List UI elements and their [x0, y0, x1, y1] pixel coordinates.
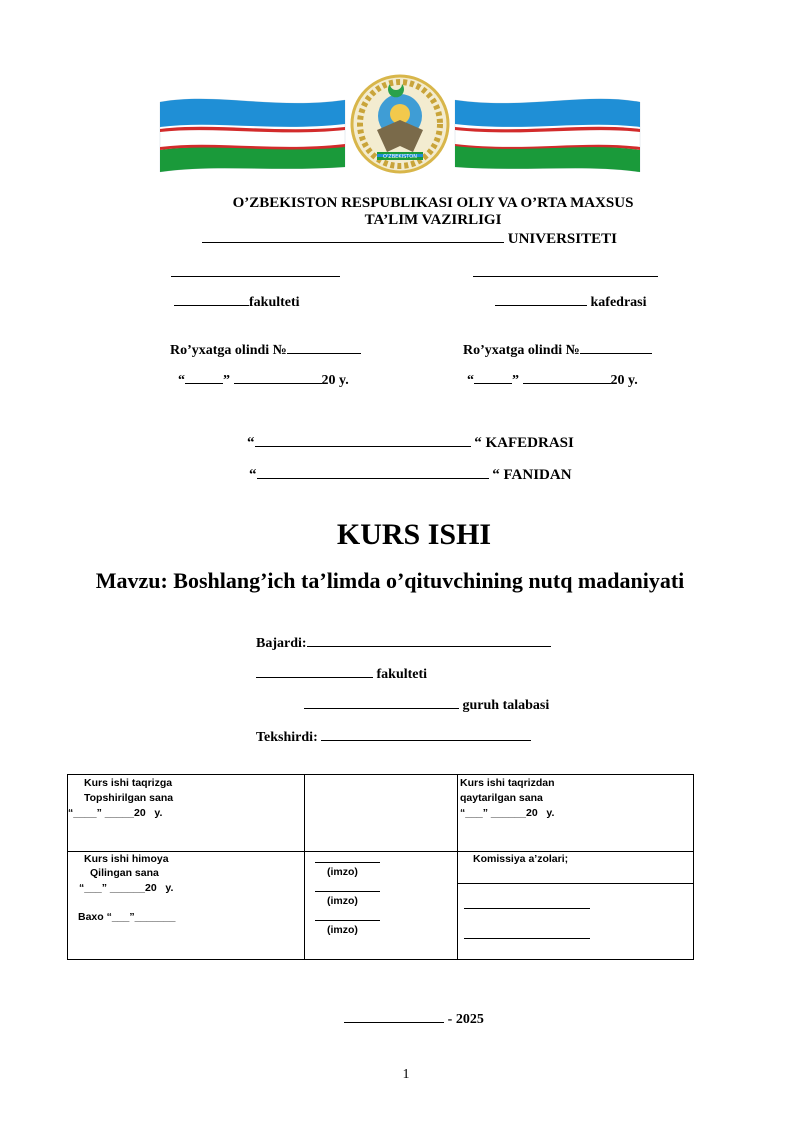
returned-line-2: qaytarilgan sana — [460, 792, 543, 804]
faculty-label: fakulteti — [249, 295, 300, 310]
signature-line-1 — [315, 862, 380, 863]
checked-by-field — [256, 730, 531, 746]
right-date-year: 20 y. — [610, 373, 638, 388]
checked-by-label: Tekshirdi: — [256, 730, 318, 745]
signature-label-2: (imzo) — [327, 895, 358, 907]
right-date-quote-close: ” — [512, 373, 519, 388]
subject-upper-blank — [257, 477, 489, 479]
university-name-blank — [202, 241, 504, 243]
signature-label-3: (imzo) — [327, 924, 358, 936]
subject-upper-line — [249, 467, 572, 484]
department-upper-quote: “ — [247, 435, 255, 451]
commission-divider — [458, 883, 693, 884]
student-group-blank — [304, 707, 459, 709]
signature-line-2 — [315, 891, 380, 892]
department-field — [495, 295, 647, 311]
left-registration-blank — [287, 352, 361, 354]
commission-member-line-2 — [464, 938, 590, 939]
returned-line-3: “___” ______20 y. — [460, 807, 555, 819]
submitted-line-1: Kurs ishi taqrizga — [84, 777, 173, 789]
defense-line-3: “___” ______20 y. — [79, 882, 174, 894]
right-date-quote-open: “ — [467, 373, 474, 388]
department-label: kafedrasi — [590, 295, 647, 310]
university-label: UNIVERSITETI — [507, 231, 617, 247]
submitted-cell — [68, 775, 305, 852]
department-upper-blank — [255, 445, 471, 447]
state-emblem-banner — [155, 72, 645, 174]
svg-text:O'ZBEKISTON: O'ZBEKISTON — [383, 154, 417, 160]
defense-line-1: Kurs ishi himoya — [84, 853, 169, 865]
left-blank-line — [171, 276, 340, 277]
left-registration-label: Ro’yxatga olindi № — [170, 343, 287, 358]
student-faculty-label: fakulteti — [376, 667, 428, 682]
right-date-month-blank — [523, 382, 611, 384]
footer-year-line — [0, 1012, 800, 1028]
document-title: KURS ISHI — [336, 518, 492, 551]
defense-cell — [68, 852, 305, 960]
page-number: 1 — [402, 1067, 410, 1082]
left-date-day-blank — [185, 382, 223, 384]
submitted-line-3: “____” _____20 y. — [68, 807, 163, 819]
student-faculty-field — [256, 667, 427, 683]
left-date-quote-open: “ — [178, 373, 185, 388]
flag-emblem-icon — [155, 72, 645, 174]
returned-line-1: Kurs ishi taqrizdan — [460, 777, 555, 789]
left-date-year: 20 y. — [321, 373, 349, 388]
student-group-field — [304, 698, 549, 714]
left-date-field — [178, 373, 349, 389]
student-faculty-blank — [256, 676, 373, 678]
empty-cell — [305, 775, 458, 852]
right-registration-label: Ro’yxatga olindi № — [463, 343, 580, 358]
returned-cell — [458, 775, 694, 852]
university-line — [202, 231, 617, 248]
department-blank — [495, 304, 587, 306]
review-table — [67, 774, 694, 960]
right-registration-blank — [580, 352, 652, 354]
subject-upper-quote: “ — [249, 467, 257, 483]
signature-cell — [305, 852, 458, 960]
subject-upper-label: “ FANIDAN — [492, 467, 572, 483]
right-blank-line — [473, 276, 658, 277]
left-date-quote-close: ” — [223, 373, 230, 388]
student-group-label: guruh talabasi — [462, 698, 550, 713]
left-date-month-blank — [234, 382, 322, 384]
document-topic: Mavzu: Boshlang’ich ta’limda o’qituvchining nutq madaniyati — [95, 568, 685, 593]
signature-line-3 — [315, 920, 380, 921]
faculty-blank — [174, 304, 249, 306]
commission-member-line-1 — [464, 908, 590, 909]
defense-line-2: Qilingan sana — [90, 867, 159, 879]
performed-by-field — [256, 636, 551, 652]
commission-label: Komissiya a’zolari; — [473, 853, 569, 865]
submitted-line-2: Topshirilgan sana — [84, 792, 174, 804]
right-date-day-blank — [474, 382, 512, 384]
performed-by-label: Bajardi: — [256, 636, 307, 651]
right-registration-field — [463, 343, 652, 359]
performed-by-blank — [307, 645, 551, 647]
footer-city-blank — [344, 1021, 444, 1023]
ministry-title-line1: O’ZBEKISTON RESPUBLIKASI OLIY VA O’RTA MAXSUS — [232, 195, 634, 211]
right-date-field — [467, 373, 638, 389]
ministry-title-line2: TA’LIM VAZIRLIGI — [364, 212, 502, 228]
footer-year: - 2025 — [447, 1012, 484, 1027]
signature-label-1: (imzo) — [327, 866, 358, 878]
faculty-field — [174, 295, 300, 311]
department-upper-line — [247, 435, 574, 452]
defense-grade: Baxo “___”_______ — [78, 911, 176, 923]
checked-by-blank — [321, 739, 531, 741]
left-registration-field — [170, 343, 361, 359]
department-upper-label: “ KAFEDRASI — [474, 435, 574, 451]
commission-cell — [458, 852, 694, 960]
